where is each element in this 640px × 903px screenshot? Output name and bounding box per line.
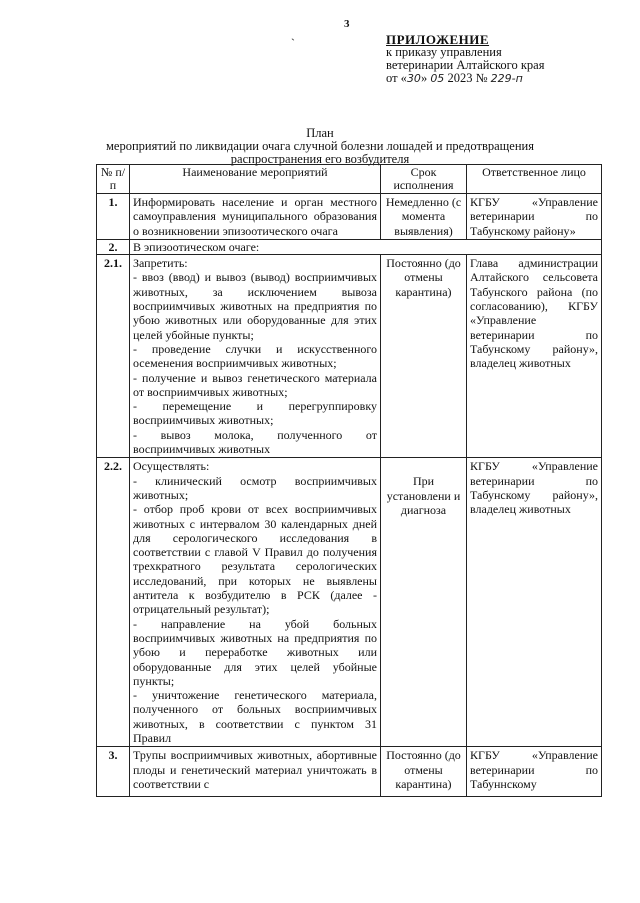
action-item: - ввоз (ввод) и вывоз (вывод) восприимчивых животных, за исключением вывоза восприимчивых животных на предприятия по убою животных или оборудованные для этих целей убойные пункты; — [133, 270, 377, 342]
row-resp: КГБУ «Управление ветеринарии по Табунскому району» — [467, 194, 602, 240]
action-item: - перемещение и перегруппировку восприимчивых животных; — [133, 399, 377, 428]
date-day: 30 — [406, 72, 421, 85]
row-resp: КГБУ «Управление ветеринарии по Табуннскому — [467, 747, 602, 797]
appendix-line1: к приказу управления — [386, 45, 502, 59]
title-line2: мероприятий по ликвидации очага случной болезни лошадей и предотвращения — [106, 139, 534, 153]
header-name: Наименование мероприятий — [130, 165, 381, 194]
row-num: 3. — [97, 747, 130, 797]
action-item: - проведение случки и искусственного осеменения восприимчивых животных; — [133, 341, 377, 371]
table-row — [97, 255, 602, 458]
row-action — [130, 255, 381, 458]
date-prefix: от « — [386, 71, 407, 85]
table-row — [97, 458, 602, 747]
action-intro: Осуществлять: — [133, 459, 210, 474]
measures-table — [96, 164, 602, 797]
row-term: Постоянно (до отмены карантина) — [381, 747, 467, 797]
date-mid2: 2023 № — [444, 71, 491, 85]
appendix-block — [386, 33, 544, 85]
table-row — [97, 747, 602, 797]
row-term: Постоянно (до отмены карантина) — [381, 255, 467, 458]
table-header-row — [97, 165, 602, 194]
appendix-line2: ветеринарии Алтайского края — [386, 58, 545, 72]
order-number: 229-п — [490, 72, 523, 85]
title-line3: распространения его возбудителя — [230, 152, 410, 166]
action-item: - вывоз молока, полученного от восприимчивых животных — [133, 427, 377, 457]
appendix-date-line — [386, 72, 544, 85]
page-number: 3 — [344, 18, 350, 30]
row-resp: Глава администрации Алтайского сельсовета Табунского района (по согласованию), КГБУ «Управление ветеринарии по Табунскому району», владелец животных — [467, 255, 602, 458]
stray-mark: ˏ — [291, 27, 295, 41]
date-month: 05 — [430, 72, 445, 85]
row-resp: КГБУ «Управление ветеринарии по Табунскому району», владелец животных — [467, 458, 602, 747]
row-term: При установлени и диагноза — [381, 458, 467, 747]
action-item: - направление на убой больных восприимчивых животных на предприятия по убою и переработке животных или оборудованные для этих целей убойные пункты; — [133, 616, 377, 688]
action-item: - уничтожение генетического материала, полученного от больных восприимчивых животных, в соответствии с пунктом 31 Правил — [133, 688, 377, 745]
date-mid1: » — [420, 71, 431, 85]
action-intro: Запретить: — [133, 256, 188, 271]
header-num: № п/п — [97, 165, 130, 194]
table-section-row — [97, 239, 602, 254]
header-term: Срок исполнения — [381, 165, 467, 194]
title-line1: План — [306, 126, 334, 140]
row-num: 2.2. — [97, 458, 130, 747]
row-num: 2. — [97, 239, 130, 254]
appendix-heading: ПРИЛОЖЕНИЕ — [386, 32, 490, 47]
table-row — [97, 194, 602, 240]
action-item: - отбор проб крови от всех восприимчивых животных с интервалом 30 календарных дней для серологического исследования в соответствии с главой V Правил до получения трехкратного результата серологических исследований, при которых не выявлены антитела к возбудителю в РСК (далее - отрицательный результат); — [133, 502, 377, 617]
row-action: Информировать население и орган местного самоуправления муниципального образования о возникновении эпизоотического очага — [130, 194, 381, 240]
row-num: 1. — [97, 194, 130, 240]
row-action — [130, 458, 381, 747]
row-term: Немедленно (с момента выявления) — [381, 194, 467, 240]
action-item: - клинический осмотр восприимчивых животных; — [133, 473, 377, 502]
row-num: 2.1. — [97, 255, 130, 458]
header-resp: Ответственное лицо — [467, 165, 602, 194]
action-item: - получение и вывоз генетического материала от восприимчивых животных; — [133, 370, 377, 399]
row-action: Трупы восприимчивых животных, абортивные плоды и генетический материал уничтожать в соответствии с — [130, 747, 381, 797]
section-title: В эпизоотическом очаге: — [130, 239, 602, 254]
